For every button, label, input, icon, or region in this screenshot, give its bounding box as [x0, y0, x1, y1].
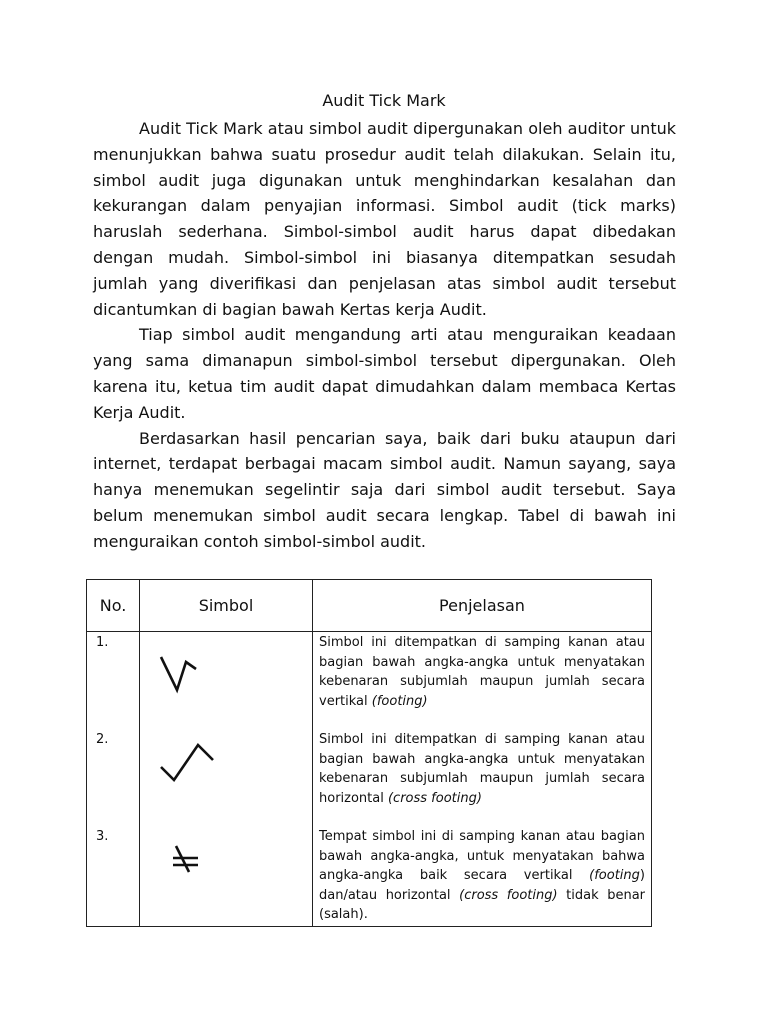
description-cell: [313, 826, 652, 927]
description-italic: (cross footing): [387, 790, 482, 806]
header-symbol: Simbol: [140, 580, 313, 632]
table-row: [87, 729, 652, 826]
symbol-cell: [140, 826, 313, 927]
cross-footing-tick-icon: [140, 729, 313, 826]
description-text: Simbol ini ditempatkan di samping kanan atau bagian bawah angka-angka untuk menyatakan kebenaran subjumlah maupun jumlah secara vertikal: [319, 635, 645, 709]
description-italic: (footing: [589, 868, 640, 883]
symbol-cell: [140, 729, 313, 826]
row-number: 1.: [87, 632, 140, 730]
tick-mark-table: [86, 579, 652, 927]
incorrect-total-icon: [140, 826, 313, 926]
header-no: No.: [87, 580, 140, 632]
table-row: [87, 632, 652, 730]
row-number: 3.: [87, 826, 140, 927]
description-text: Tempat simbol ini di samping kanan atau bagian bawah angka-angka, untuk menyatakan bahwa angka-angka baik secara vertikal: [319, 829, 645, 883]
footing-tick-icon: [140, 632, 313, 729]
paragraph-intro: Audit Tick Mark atau simbol audit dipergunakan oleh auditor untuk menunjukkan bahwa suatu prosedur audit telah dilakukan. Selain itu, simbol audit juga digunakan untuk menghindarkan kesalahan dan kekurangan dalam penyajian informasi. Simbol audit (tick marks) haruslah sederhana. Simbol-simbol audit harus dapat dibedakan dengan mudah. Simbol-simbol ini biasanya ditempatkan sesudah jumlah yang diverifikasi dan penjelasan atas simbol audit tersebut dicantumkan di bagian bawah Kertas kerja Audit.: [93, 119, 676, 319]
description-cell: [313, 729, 652, 826]
table-row: [87, 826, 652, 927]
description-cell: [313, 632, 652, 730]
body-text: [93, 116, 676, 555]
symbol-cell: [140, 632, 313, 730]
paragraph-meaning: Tiap simbol audit mengandung arti atau menguraikan keadaan yang sama dimanapun simbol-simbol tersebut dipergunakan. Oleh karena itu, ketua tim audit dapat dimudahkan dalam membaca Kertas Kerja Audit.: [93, 325, 676, 422]
description-italic: (footing): [371, 693, 428, 709]
description-text: ) dan/atau horizontal: [319, 868, 645, 903]
page-title: Audit Tick Mark: [322, 91, 446, 110]
description-text: Simbol ini ditempatkan di samping kanan atau bagian bawah angka-angka untuk menyatakan kebenaran subjumlah maupun jumlah secara horizontal: [319, 732, 645, 806]
description-italic: (cross footing): [459, 887, 558, 903]
row-number: 2.: [87, 729, 140, 826]
paragraph-search: Berdasarkan hasil pencarian saya, baik dari buku ataupun dari internet, terdapat berbagai macam simbol audit. Namun sayang, saya hanya menemukan segelintir saja dari simbol audit tersebut. Saya belum menemukan simbol audit secara lengkap. Tabel di bawah ini menguraikan contoh simbol-simbol audit.: [93, 428, 676, 551]
table-header-row: [87, 580, 652, 632]
description-text: tidak benar (salah).: [319, 887, 646, 922]
header-description: Penjelasan: [313, 580, 652, 632]
